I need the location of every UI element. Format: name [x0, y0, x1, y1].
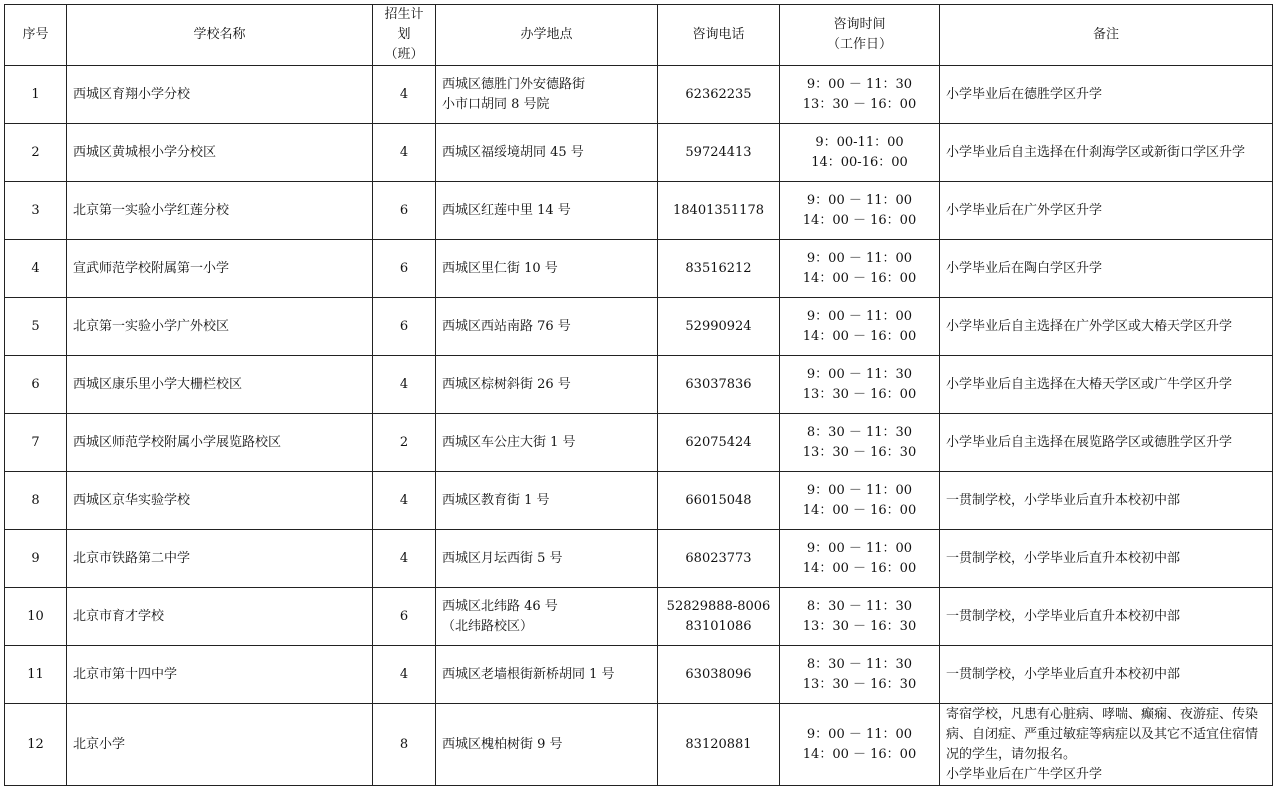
cell-index [5, 240, 67, 298]
cell-time [780, 530, 940, 588]
cell-phone [658, 298, 780, 356]
time-line2: 13：30 － 16：00 [802, 386, 917, 402]
address-line1: 西城区里仁街 10 号 [442, 260, 558, 276]
cell-note [940, 240, 1273, 298]
cell-note [940, 66, 1273, 124]
enrollment-table [4, 4, 1273, 786]
cell-note [940, 704, 1273, 786]
plan-count: 4 [399, 86, 409, 102]
cell-time [780, 588, 940, 646]
time-line1: 9：00 － 11：00 [806, 540, 913, 556]
cell-phone [658, 240, 780, 298]
cell-phone [658, 124, 780, 182]
cell-index [5, 588, 67, 646]
school-name: 北京市铁路第二中学 [73, 550, 191, 566]
time-line2: 14：00 － 16：00 [802, 502, 917, 518]
cell-note [940, 646, 1273, 704]
phone-line2: 83101086 [685, 618, 752, 634]
time-line2: 14：00 － 16：00 [802, 270, 917, 286]
note-text: 一贯制学校，小学毕业后直升本校初中部 [946, 492, 1181, 508]
time-line2: 13：30 － 16：30 [802, 676, 917, 692]
cell-phone [658, 182, 780, 240]
address-line1: 西城区月坛西街 5 号 [442, 550, 563, 566]
note-text: 一贯制学校，小学毕业后直升本校初中部 [946, 550, 1181, 566]
cell-address [436, 414, 658, 472]
cell-time [780, 646, 940, 704]
cell-time [780, 704, 940, 786]
row-index: 10 [27, 608, 44, 624]
cell-address [436, 472, 658, 530]
cell-school [67, 414, 373, 472]
cell-school [67, 472, 373, 530]
school-name: 西城区京华实验学校 [73, 492, 191, 508]
note-text: 小学毕业后自主选择在展览路学区或德胜学区升学 [946, 434, 1233, 450]
note-text: 小学毕业后自主选择在什刹海学区或新街口学区升学 [946, 144, 1246, 160]
row-index: 1 [31, 86, 40, 102]
address-line1: 西城区棕树斜街 26 号 [442, 376, 571, 392]
table-row [5, 298, 1273, 356]
header-note: 备注 [940, 5, 1273, 66]
address-line1: 西城区教育街 1 号 [442, 492, 550, 508]
phone-line1: 59724413 [685, 144, 752, 160]
cell-phone [658, 472, 780, 530]
cell-school [67, 66, 373, 124]
header-phone: 咨询电话 [658, 5, 780, 66]
cell-note [940, 356, 1273, 414]
phone-line1: 18401351178 [673, 202, 764, 218]
cell-note [940, 588, 1273, 646]
table-row [5, 240, 1273, 298]
cell-address [436, 646, 658, 704]
phone-line1: 83516212 [685, 260, 752, 276]
cell-school [67, 240, 373, 298]
cell-plan [373, 240, 436, 298]
cell-plan [373, 66, 436, 124]
table-row [5, 356, 1273, 414]
header-index: 序号 [5, 5, 67, 66]
cell-address [436, 240, 658, 298]
phone-line1: 63037836 [685, 376, 752, 392]
cell-index [5, 182, 67, 240]
row-index: 5 [31, 318, 40, 334]
cell-phone [658, 704, 780, 786]
time-line2: 13：30 － 16：00 [802, 96, 917, 112]
cell-phone [658, 646, 780, 704]
address-line1: 西城区西站南路 76 号 [442, 318, 571, 334]
row-index: 12 [27, 736, 44, 752]
note-text: 小学毕业后自主选择在大椿天学区或广牛学区升学 [946, 376, 1233, 392]
table-row [5, 588, 1273, 646]
note-text: 一贯制学校，小学毕业后直升本校初中部 [946, 608, 1181, 624]
header-school: 学校名称 [67, 5, 373, 66]
cell-plan [373, 356, 436, 414]
cell-index [5, 356, 67, 414]
note-text-2: 小学毕业后在广牛学区升学 [946, 766, 1103, 782]
cell-phone [658, 414, 780, 472]
cell-plan [373, 530, 436, 588]
cell-note [940, 414, 1273, 472]
cell-note [940, 472, 1273, 530]
table-row [5, 530, 1273, 588]
time-line2: 14：00 － 16：00 [802, 212, 917, 228]
cell-plan [373, 298, 436, 356]
cell-plan [373, 588, 436, 646]
note-text: 小学毕业后在德胜学区升学 [946, 86, 1103, 102]
note-text: 小学毕业后在陶白学区升学 [946, 260, 1103, 276]
header-time-line1: 咨询时间 [833, 17, 886, 32]
plan-count: 6 [399, 608, 409, 624]
plan-count: 4 [399, 492, 409, 508]
cell-address [436, 124, 658, 182]
table-row [5, 66, 1273, 124]
cell-school [67, 588, 373, 646]
school-name: 西城区黄城根小学分校区 [73, 144, 217, 160]
cell-index [5, 704, 67, 786]
row-index: 4 [31, 260, 40, 276]
cell-address [436, 356, 658, 414]
time-line1: 8：30 － 11：30 [806, 656, 913, 672]
cell-address [436, 704, 658, 786]
row-index: 7 [31, 434, 40, 450]
time-line1: 9：00 － 11：00 [806, 250, 913, 266]
cell-index [5, 298, 67, 356]
phone-line1: 52990924 [685, 318, 752, 334]
cell-plan [373, 124, 436, 182]
cell-phone [658, 530, 780, 588]
cell-school [67, 298, 373, 356]
time-line1: 9：00 － 11：30 [806, 76, 913, 92]
row-index: 8 [31, 492, 40, 508]
phone-line1: 62362235 [685, 86, 752, 102]
plan-count: 6 [399, 260, 409, 276]
cell-time [780, 124, 940, 182]
address-line2: 小市口胡同 8 号院 [442, 96, 550, 112]
table-row [5, 704, 1273, 786]
row-index: 9 [31, 550, 40, 566]
address-line2: （北纬路校区） [442, 618, 534, 634]
address-line1: 西城区车公庄大街 1 号 [442, 434, 576, 450]
cell-address [436, 298, 658, 356]
plan-count: 8 [399, 736, 409, 752]
school-name: 西城区育翔小学分校 [73, 86, 191, 102]
phone-line1: 66015048 [685, 492, 752, 508]
header-row [5, 5, 1273, 66]
address-line1: 西城区槐柏树街 9 号 [442, 736, 563, 752]
plan-count: 4 [399, 550, 409, 566]
school-name: 宣武师范学校附属第一小学 [73, 260, 230, 276]
row-index: 11 [27, 666, 44, 682]
cell-phone [658, 356, 780, 414]
header-plan-line1: 招生计划 [384, 7, 424, 42]
row-index: 2 [31, 144, 40, 160]
time-line1: 8：30 － 11：30 [806, 598, 913, 614]
cell-index [5, 124, 67, 182]
table-row [5, 646, 1273, 704]
cell-time [780, 414, 940, 472]
time-line2: 14：00-16：00 [811, 154, 908, 170]
cell-time [780, 472, 940, 530]
cell-index [5, 646, 67, 704]
table-row [5, 414, 1273, 472]
table-row [5, 182, 1273, 240]
plan-count: 4 [399, 144, 409, 160]
cell-school [67, 530, 373, 588]
school-name: 西城区康乐里小学大栅栏校区 [73, 376, 243, 392]
phone-line1: 52829888-8006 [666, 598, 771, 614]
phone-line1: 68023773 [685, 550, 752, 566]
cell-school [67, 182, 373, 240]
cell-plan [373, 182, 436, 240]
header-plan-line2: （班） [384, 47, 424, 62]
address-line1: 西城区德胜门外安德路街 [442, 76, 586, 92]
time-line2: 13：30 － 16：30 [802, 444, 917, 460]
school-name: 西城区师范学校附属小学展览路校区 [73, 434, 282, 450]
phone-line1: 83120881 [685, 736, 752, 752]
header-time [780, 5, 940, 66]
time-line2: 14：00 － 16：00 [802, 328, 917, 344]
header-address: 办学地点 [436, 5, 658, 66]
school-name: 北京市育才学校 [73, 608, 165, 624]
cell-time [780, 240, 940, 298]
time-line1: 9：00 － 11：30 [806, 366, 913, 382]
phone-line1: 63038096 [685, 666, 752, 682]
cell-address [436, 530, 658, 588]
cell-plan [373, 472, 436, 530]
time-line2: 14：00 － 16：00 [802, 746, 917, 762]
cell-time [780, 182, 940, 240]
time-line1: 8：30 － 11：30 [806, 424, 913, 440]
cell-note [940, 530, 1273, 588]
note-text: 小学毕业后自主选择在广外学区或大椿天学区升学 [946, 318, 1233, 334]
table-row [5, 472, 1273, 530]
header-time-line2: （工作日） [826, 37, 892, 52]
header-plan [373, 5, 436, 66]
cell-note [940, 182, 1273, 240]
time-line1: 9：00-11：00 [815, 134, 904, 150]
plan-count: 6 [399, 202, 409, 218]
plan-count: 4 [399, 666, 409, 682]
time-line1: 9：00 － 11：00 [806, 482, 913, 498]
cell-plan [373, 414, 436, 472]
cell-time [780, 298, 940, 356]
cell-school [67, 704, 373, 786]
cell-plan [373, 646, 436, 704]
address-line1: 西城区福绥境胡同 45 号 [442, 144, 584, 160]
cell-phone [658, 66, 780, 124]
address-line1: 西城区红莲中里 14 号 [442, 202, 571, 218]
time-line2: 13：30 － 16：30 [802, 618, 917, 634]
cell-school [67, 356, 373, 414]
cell-phone [658, 588, 780, 646]
note-text: 寄宿学校，凡患有心脏病、哮喘、癫痫、夜游症、传染病、自闭症、严重过敏症等病症以及其它不适宜住宿情况的学生，请勿报名。 [946, 706, 1259, 762]
cell-time [780, 356, 940, 414]
cell-school [67, 124, 373, 182]
cell-index [5, 472, 67, 530]
cell-address [436, 66, 658, 124]
cell-time [780, 66, 940, 124]
time-line1: 9：00 － 11：00 [806, 192, 913, 208]
school-name: 北京第一实验小学广外校区 [73, 318, 230, 334]
cell-address [436, 182, 658, 240]
cell-index [5, 414, 67, 472]
phone-line1: 62075424 [685, 434, 752, 450]
note-text: 一贯制学校，小学毕业后直升本校初中部 [946, 666, 1181, 682]
school-name: 北京第一实验小学红莲分校 [73, 202, 230, 218]
cell-note [940, 298, 1273, 356]
plan-count: 4 [399, 376, 409, 392]
cell-address [436, 588, 658, 646]
cell-index [5, 530, 67, 588]
time-line1: 9：00 － 11：00 [806, 726, 913, 742]
address-line1: 西城区老墙根街新桥胡同 1 号 [442, 666, 615, 682]
row-index: 6 [31, 376, 40, 392]
plan-count: 2 [399, 434, 409, 450]
cell-school [67, 646, 373, 704]
school-name: 北京市第十四中学 [73, 666, 178, 682]
cell-index [5, 66, 67, 124]
row-index: 3 [31, 202, 40, 218]
school-name: 北京小学 [73, 736, 126, 752]
note-text: 小学毕业后在广外学区升学 [946, 202, 1103, 218]
time-line2: 14：00 － 16：00 [802, 560, 917, 576]
cell-note [940, 124, 1273, 182]
plan-count: 6 [399, 318, 409, 334]
address-line1: 西城区北纬路 46 号 [442, 598, 558, 614]
cell-plan [373, 704, 436, 786]
time-line1: 9：00 － 11：00 [806, 308, 913, 324]
table-row [5, 124, 1273, 182]
